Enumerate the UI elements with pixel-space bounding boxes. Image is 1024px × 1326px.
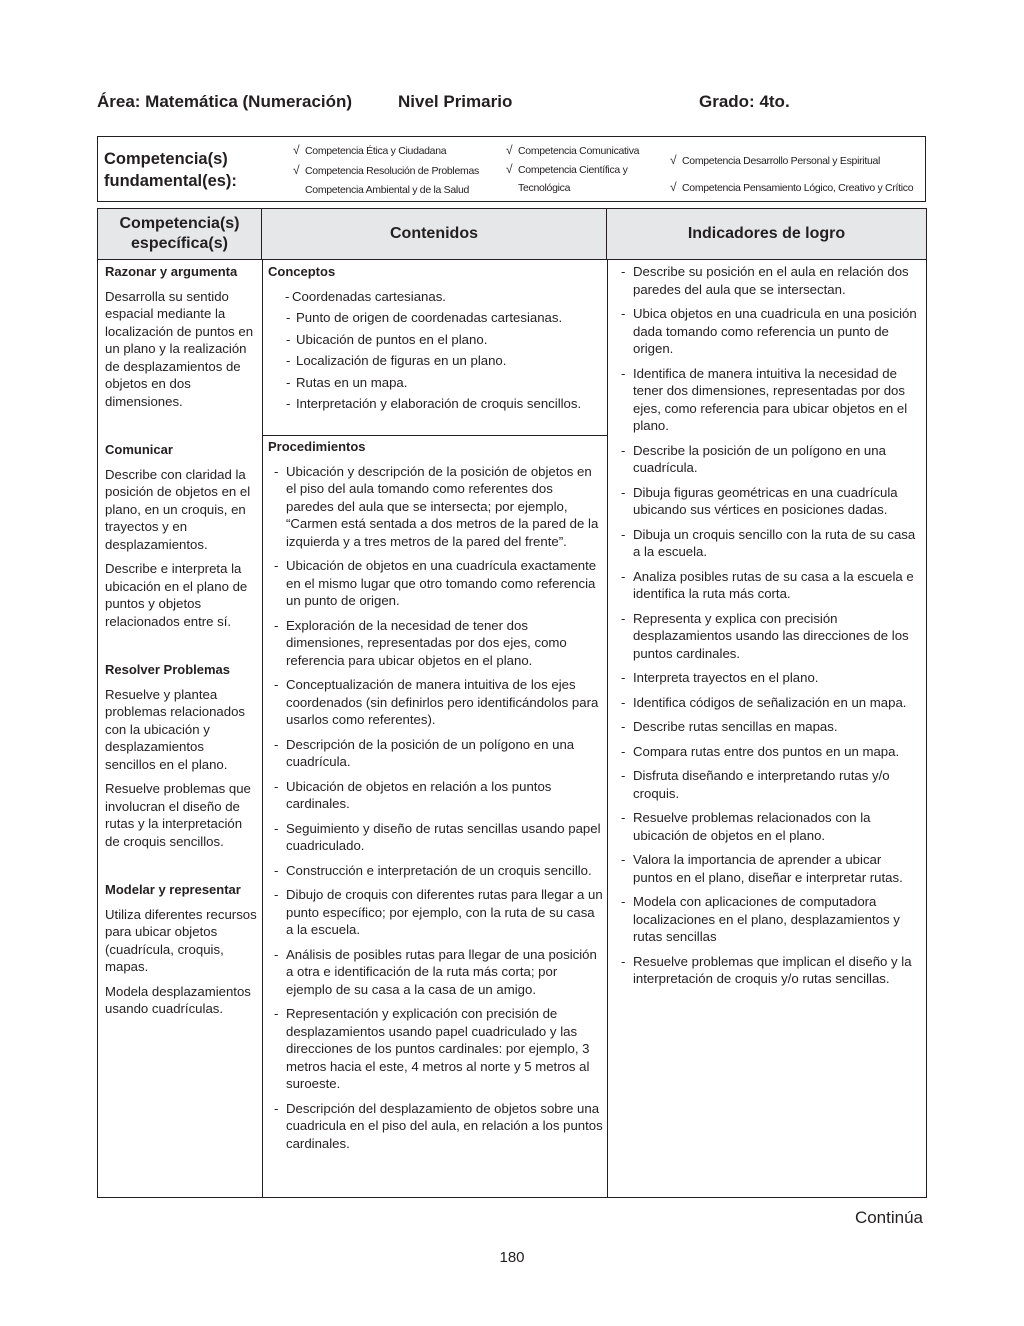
fundamental-item: √ Competencia Científica y [506, 162, 628, 176]
concepto-item: - Rutas en un mapa. [268, 374, 604, 392]
continua-label: Continúa [854, 1208, 923, 1227]
check-icon: √ [670, 153, 677, 167]
indicador-item: - Describe rutas sencillas en mapas. [615, 718, 921, 736]
fundamental-title-line1: Competencia(s) [104, 150, 228, 168]
grado-title: Grado: 4to. [699, 92, 790, 111]
column-divider [607, 259, 608, 1197]
fundamental-item: Competencia Ambiental y de la Salud [305, 184, 470, 196]
procedimiento-item: - Ubicación y descripción de la posición de objetos en el piso del aula tomando como referentes dos paredes del aula que se intersecta; por ejemplo, “Carmen está sentada a dos metros de la pared de la izquierda y a tres metros de la pared del frente”. [268, 463, 604, 551]
fundamental-col-2 [506, 141, 639, 197]
nivel-title: Nivel Primario [398, 92, 513, 111]
especifica-title: Razonar y argumenta [105, 264, 238, 279]
especifica-text: Resuelve problemas que involucran el diseño de rutas y la interpretación de croquis sencillos. [105, 781, 251, 849]
check-icon: √ [293, 143, 300, 157]
fundamental-title [104, 148, 237, 192]
fundamental-item: √ Competencia Resolución de Problemas [293, 161, 479, 181]
page-number: 180 [499, 1249, 525, 1266]
procedimiento-item: - Dibujo de croquis con diferentes rutas para llegar a un punto específico; por ejemplo, con la ruta de su casa a la escuela. [268, 886, 604, 939]
procedimiento-item: - Análisis de posibles rutas para llegar de una posición a otra e identificación de la ruta más corta; por ejemplo de su casa a la casa de un amigo. [268, 946, 604, 999]
especifica-text: Describe con claridad la posición de objetos en el plano, en un croquis, en trayectos y en desplazamientos. [105, 466, 251, 552]
procedimiento-item: - Representación y explicación con precisión de desplazamientos usando papel cuadriculado y las direcciones de los puntos cardinales: por ejemplo, 3 metros hacia el este, 4 metros al norte y 5 metros al suroeste. [268, 1005, 604, 1093]
fundamental-item: √ Competencia Desarrollo Personal y Espiritual [670, 147, 913, 174]
procedimiento-item: - Ubicación de objetos en relación a los puntos cardinales. [268, 778, 604, 813]
check-icon: √ [670, 180, 677, 194]
especificas-column [105, 263, 257, 1025]
indicador-item: - Identifica de manera intuitiva la necesidad de tener dos dimensiones, representadas por dos ejes, como referencia para ubicar objetos en el plano. [615, 365, 921, 435]
fundamental-item: √ Competencia Comunicativa [506, 143, 640, 157]
concepto-item: - Punto de origen de coordenadas cartesianas. [268, 309, 604, 327]
procedimiento-item: - Seguimiento y diseño de rutas sencillas usando papel cuadriculado. [268, 820, 604, 855]
concepto-item: - Interpretación y elaboración de croquis sencillos. [268, 395, 604, 413]
check-icon: √ [293, 163, 300, 177]
indicador-item: - Resuelve problemas relacionados con la ubicación de objetos en el plano. [615, 809, 921, 844]
indicador-item: - Representa y explica con precisión desplazamientos usando las direcciones de los puntos cardinales. [615, 610, 921, 663]
fundamental-item: √ Competencia Ética y Ciudadana [293, 141, 479, 161]
especifica-title: Comunicar [105, 442, 173, 457]
table-header-row [98, 209, 926, 260]
header-indicadores: Indicadores de logro [687, 225, 846, 242]
especifica-text: Modela desplazamientos usando cuadrículas. [105, 983, 251, 1016]
competencias-fundamentales-box [97, 136, 926, 202]
area-title: Área: Matemática (Numeración) [97, 92, 353, 111]
indicador-item: - Compara rutas entre dos puntos en un mapa. [615, 743, 921, 761]
procedimientos-title: Procedimientos [268, 439, 366, 454]
procedimiento-item: - Descripción del desplazamiento de objetos sobre una cuadricula en el piso del aula, en relación a los puntos cardinales. [268, 1100, 604, 1153]
fundamental-item: Tecnológica [518, 182, 571, 194]
header-especificas: Competencia(s) específica(s) [98, 209, 262, 259]
indicador-item: - Analiza posibles rutas de su casa a la escuela e identifica la ruta más corta. [615, 568, 921, 603]
page-header [97, 92, 927, 118]
check-icon: √ [506, 143, 513, 157]
indicador-item: - Modela con aplicaciones de computadora localizaciones en el plano, desplazamientos y rutas sencillas [615, 893, 921, 946]
check-icon: √ [506, 162, 513, 176]
indicador-item: - Describe su posición en el aula en relación dos paredes del aula que se intersectan. [615, 263, 921, 298]
curriculum-table [97, 208, 927, 1198]
indicador-item: - Valora la importancia de aprender a ubicar puntos en el plano, diseñar e interpretar rutas. [615, 851, 921, 886]
section-divider [263, 435, 607, 436]
fundamental-title-line2: fundamental(es): [104, 172, 237, 190]
procedimientos-section [268, 438, 604, 1159]
fundamental-col-1 [293, 141, 479, 200]
fundamental-item: √ Competencia Pensamiento Lógico, Creativo y Crítico [670, 174, 913, 201]
especifica-title: Resolver Problemas [105, 662, 231, 677]
indicador-item: - Identifica códigos de señalización en un mapa. [615, 694, 921, 712]
header-contenidos: Contenidos [262, 209, 607, 259]
fundamental-col-3 [670, 147, 913, 201]
indicador-item: - Resuelve problemas que implican el diseño y la interpretación de croquis y/o rutas sencillas. [615, 953, 921, 988]
conceptos-title: Conceptos [268, 264, 336, 279]
procedimiento-item: - Ubicación de objetos en una cuadrícula exactamente en el mismo lugar que otro tomando como referencia un punto de origen. [268, 557, 604, 610]
indicador-item: - Interpreta trayectos en el plano. [615, 669, 921, 687]
procedimiento-item: - Construcción e interpretación de un croquis sencillo. [268, 862, 604, 880]
concepto-item: - Coordenadas cartesianas. [268, 288, 604, 306]
indicador-item: - Dibuja figuras geométricas en una cuadrícula ubicando sus vértices en posiciones dadas. [615, 484, 921, 519]
procedimiento-item: - Conceptualización de manera intuitiva de los ejes coordenados (sin definirlos pero identificándolos para usarlos como referentes). [268, 676, 604, 729]
column-divider [262, 259, 263, 1197]
especifica-text: Resuelve y plantea problemas relacionados con la ubicación y desplazamientos sencillos en el plano. [105, 686, 246, 772]
especifica-text: Desarrolla su sentido espacial mediante la localización de puntos en un plano y la realización de desplazamientos de objetos en dos dimensiones. [105, 288, 254, 409]
indicador-item: - Dibuja un croquis sencillo con la ruta de su casa a la escuela. [615, 526, 921, 561]
concepto-item: - Ubicación de puntos en el plano. [268, 331, 604, 349]
indicador-item: - Ubica objetos en una cuadricula en una posición dada tomando como referencia un punto de origen. [615, 305, 921, 358]
indicador-item: - Describe la posición de un polígono en una cuadrícula. [615, 442, 921, 477]
especifica-title: Modelar y representar [105, 882, 241, 897]
especifica-text: Utiliza diferentes recursos para ubicar objetos (cuadrícula, croquis, mapas. [105, 906, 257, 974]
indicadores-column [615, 263, 921, 995]
conceptos-section [268, 263, 604, 417]
especifica-text: Describe e interpreta la ubicación en el plano de puntos y objetos relacionados entre sí. [105, 561, 248, 629]
procedimiento-item: - Exploración de la necesidad de tener dos dimensiones, representadas por dos ejes, como referencia para ubicar objetos en el plano. [268, 617, 604, 670]
concepto-item: - Localización de figuras en un plano. [268, 352, 604, 370]
procedimiento-item: - Descripción de la posición de un polígono en una cuadrícula. [268, 736, 604, 771]
indicador-item: - Disfruta diseñando e interpretando rutas y/o croquis. [615, 767, 921, 802]
